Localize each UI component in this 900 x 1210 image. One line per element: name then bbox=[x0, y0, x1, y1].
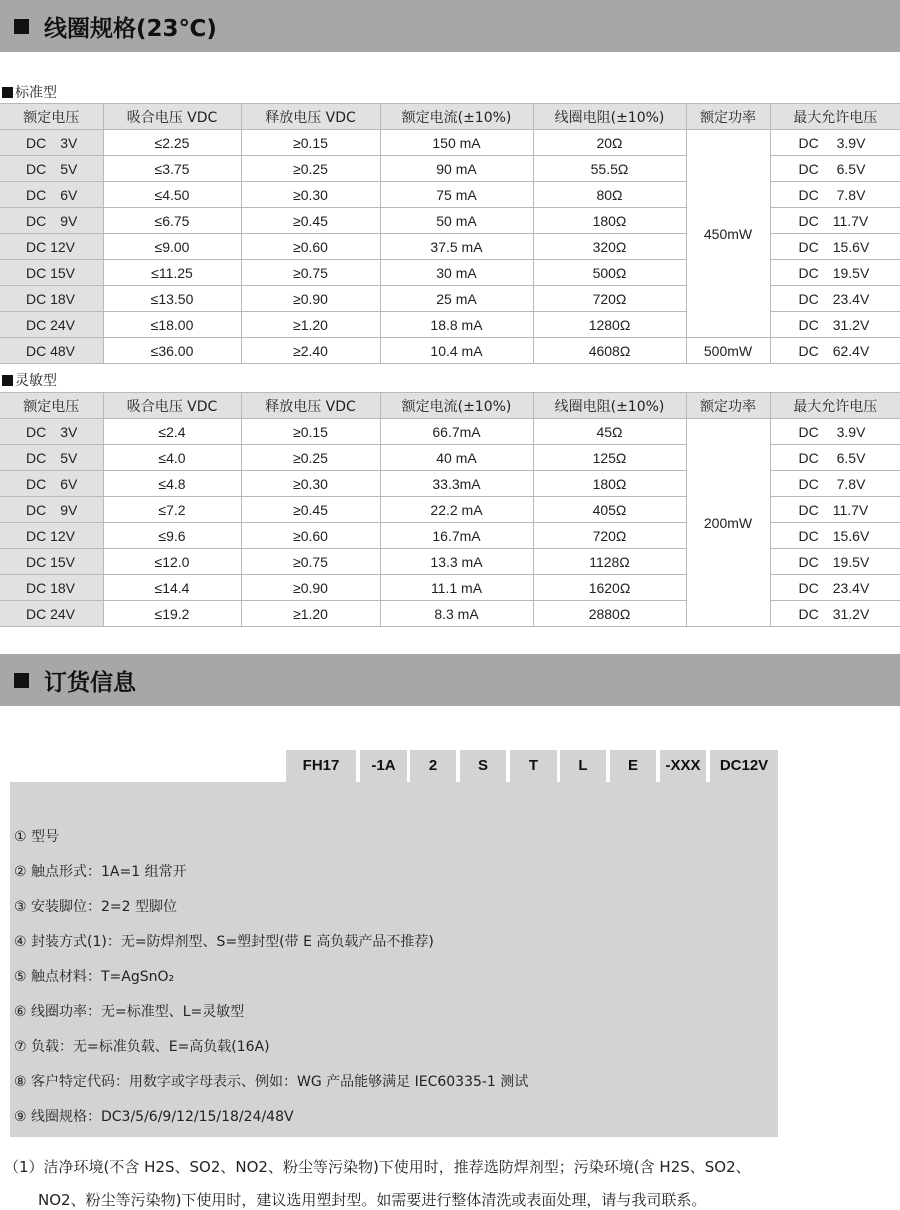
table-cell: ≥1.20 bbox=[241, 601, 380, 627]
standard-spec-table bbox=[0, 103, 900, 364]
table-cell: DC 23.4V bbox=[770, 286, 900, 312]
table-cell: DC 9V bbox=[0, 208, 103, 234]
table-cell: DC 9V bbox=[0, 497, 103, 523]
table-cell: DC 31.2V bbox=[770, 312, 900, 338]
table-cell: ≥0.15 bbox=[241, 419, 380, 445]
order-step-5: ⑤ 触点材料：T=AgSnO₂ bbox=[10, 782, 558, 996]
table-cell: DC 19.5V bbox=[770, 260, 900, 286]
order-step-6: ⑥ 线圈功率：无=标准型、L=灵敏型 bbox=[10, 782, 607, 1031]
table-cell: ≥0.30 bbox=[241, 182, 380, 208]
code-contact-material: T bbox=[510, 750, 557, 782]
table-cell: 125Ω bbox=[533, 445, 686, 471]
table-header-row bbox=[0, 104, 900, 130]
table-cell: 90 mA bbox=[380, 156, 533, 182]
table-cell: DC 15.6V bbox=[770, 523, 900, 549]
table-cell: DC 6V bbox=[0, 471, 103, 497]
table-cell: ≤2.25 bbox=[103, 130, 241, 156]
square-bullet-icon bbox=[2, 87, 13, 98]
table-cell: 320Ω bbox=[533, 234, 686, 260]
table-cell: 75 mA bbox=[380, 182, 533, 208]
column-header: 额定电流(±10%) bbox=[380, 393, 533, 419]
table-cell: DC 19.5V bbox=[770, 549, 900, 575]
table-cell: ≥0.45 bbox=[241, 497, 380, 523]
table-cell: ≥0.15 bbox=[241, 130, 380, 156]
table-cell: ≤9.6 bbox=[103, 523, 241, 549]
table-cell: ≤4.50 bbox=[103, 182, 241, 208]
table-cell: 720Ω bbox=[533, 286, 686, 312]
table-cell: ≥0.30 bbox=[241, 471, 380, 497]
table-cell: ≤18.00 bbox=[103, 312, 241, 338]
table-cell: 13.3 mA bbox=[380, 549, 533, 575]
table-cell: 45Ω bbox=[533, 419, 686, 445]
note-line-1: （1）洁净环境(不含 H2S、SO2、NO2、粉尘等污染物)下使用时，推荐选防焊剂型；污染环境(含 H2S、SO2、 bbox=[4, 1158, 751, 1176]
table-cell: 720Ω bbox=[533, 523, 686, 549]
sensitive-type-label: 灵敏型 bbox=[2, 370, 57, 390]
table-cell: 66.7mA bbox=[380, 419, 533, 445]
table-cell: 55.5Ω bbox=[533, 156, 686, 182]
table-cell: ≥1.20 bbox=[241, 312, 380, 338]
table-cell: 150 mA bbox=[380, 130, 533, 156]
code-coil-power: L bbox=[560, 750, 606, 782]
table-cell: DC 11.7V bbox=[770, 497, 900, 523]
column-header: 额定功率 bbox=[686, 393, 770, 419]
table-cell: ≤13.50 bbox=[103, 286, 241, 312]
table-cell: DC 24V bbox=[0, 601, 103, 627]
table-cell: DC 3V bbox=[0, 419, 103, 445]
column-header: 线圈电阻(±10%) bbox=[533, 393, 686, 419]
table-cell: DC 3.9V bbox=[770, 419, 900, 445]
table-cell: 11.1 mA bbox=[380, 575, 533, 601]
column-header: 额定电流(±10%) bbox=[380, 104, 533, 130]
column-header: 线圈电阻(±10%) bbox=[533, 104, 686, 130]
table-row bbox=[0, 419, 900, 445]
table-cell: 37.5 mA bbox=[380, 234, 533, 260]
table-cell: ≥0.75 bbox=[241, 260, 380, 286]
table-cell: 40 mA bbox=[380, 445, 533, 471]
table-cell: 22.2 mA bbox=[380, 497, 533, 523]
table-cell: DC 5V bbox=[0, 156, 103, 182]
table-cell: ≥0.60 bbox=[241, 234, 380, 260]
table-cell: 8.3 mA bbox=[380, 601, 533, 627]
table-cell: DC 11.7V bbox=[770, 208, 900, 234]
table-cell: ≤2.4 bbox=[103, 419, 241, 445]
table-cell: 16.7mA bbox=[380, 523, 533, 549]
table-cell: ≤4.8 bbox=[103, 471, 241, 497]
table-cell: DC 18V bbox=[0, 575, 103, 601]
standard-type-label: 标准型 bbox=[2, 82, 57, 102]
coil-spec-title: 线圈规格(23℃) bbox=[44, 16, 217, 42]
table-cell: 500Ω bbox=[533, 260, 686, 286]
table-cell: DC 3.9V bbox=[770, 130, 900, 156]
order-info-title: 订货信息 bbox=[44, 670, 136, 696]
table-cell: DC 24V bbox=[0, 312, 103, 338]
table-cell: ≥0.60 bbox=[241, 523, 380, 549]
square-bullet-icon bbox=[14, 673, 29, 688]
table-cell: ≤36.00 bbox=[103, 338, 241, 364]
table-cell: DC 7.8V bbox=[770, 182, 900, 208]
rated-power-cell: 200mW bbox=[686, 419, 770, 627]
table-cell: ≤9.00 bbox=[103, 234, 241, 260]
table-cell: ≤6.75 bbox=[103, 208, 241, 234]
order-step-4: ④ 封装方式(1)：无=防焊剂型、S=塑封型(带 E 高负载产品不推荐) bbox=[10, 782, 507, 961]
table-cell: 180Ω bbox=[533, 471, 686, 497]
table-cell: 80Ω bbox=[533, 182, 686, 208]
sensitive-spec-table bbox=[0, 392, 900, 627]
table-cell: DC 5V bbox=[0, 445, 103, 471]
table-cell: ≥0.90 bbox=[241, 286, 380, 312]
table-cell: ≤12.0 bbox=[103, 549, 241, 575]
table-cell: 2880Ω bbox=[533, 601, 686, 627]
rated-power-cell: 450mW bbox=[686, 130, 770, 338]
table-cell: 33.3mA bbox=[380, 471, 533, 497]
column-header: 吸合电压 VDC bbox=[103, 104, 241, 130]
order-step-2: ② 触点形式：1A=1 组常开 bbox=[10, 782, 407, 890]
table-cell: 1128Ω bbox=[533, 549, 686, 575]
table-cell: 30 mA bbox=[380, 260, 533, 286]
table-cell: 1280Ω bbox=[533, 312, 686, 338]
table-cell: ≤7.2 bbox=[103, 497, 241, 523]
code-model: FH17 bbox=[286, 750, 356, 782]
table-cell: 10.4 mA bbox=[380, 338, 533, 364]
table-cell: ≤19.2 bbox=[103, 601, 241, 627]
table-cell: DC 62.4V bbox=[770, 338, 900, 364]
coil-spec-header bbox=[0, 0, 900, 52]
column-header: 释放电压 VDC bbox=[241, 104, 380, 130]
code-package: S bbox=[460, 750, 506, 782]
order-step-8: ⑧ 客户特定代码：用数字或字母表示、例如：WG 产品能够满足 IEC60335-1 测试 bbox=[10, 782, 707, 1102]
table-cell: DC 48V bbox=[0, 338, 103, 364]
table-row bbox=[0, 338, 900, 364]
column-header: 最大允许电压 bbox=[770, 104, 900, 130]
table-cell: DC 18V bbox=[0, 286, 103, 312]
table-cell: 1620Ω bbox=[533, 575, 686, 601]
table-cell: 50 mA bbox=[380, 208, 533, 234]
table-cell: ≥0.25 bbox=[241, 156, 380, 182]
table-cell: DC 31.2V bbox=[770, 601, 900, 627]
code-load: E bbox=[610, 750, 656, 782]
order-step-1: ① 型号 bbox=[10, 782, 356, 855]
table-cell: ≤3.75 bbox=[103, 156, 241, 182]
order-step-9: ⑨ 线圈规格：DC3/5/6/9/12/15/18/24/48V bbox=[10, 782, 778, 1137]
table-header-row bbox=[0, 393, 900, 419]
code-pin-layout: 2 bbox=[410, 750, 456, 782]
table-cell: ≤11.25 bbox=[103, 260, 241, 286]
table-cell: DC 6.5V bbox=[770, 156, 900, 182]
column-header: 额定电压 bbox=[0, 393, 103, 419]
note-line-2: NO2、粉尘等污染物)下使用时，建议选用塑封型。如需要进行整体清洗或表面处理，请与我司联系。 bbox=[38, 1191, 707, 1209]
order-step-7: ⑦ 负载：无=标准负载、E=高负载(16A) bbox=[10, 782, 656, 1066]
table-cell: DC 15V bbox=[0, 260, 103, 286]
square-bullet-icon bbox=[14, 19, 29, 34]
table-cell: ≥0.25 bbox=[241, 445, 380, 471]
table-cell: ≥0.90 bbox=[241, 575, 380, 601]
table-cell: ≥0.45 bbox=[241, 208, 380, 234]
table-cell: 180Ω bbox=[533, 208, 686, 234]
table-cell: DC 15.6V bbox=[770, 234, 900, 260]
column-header: 释放电压 VDC bbox=[241, 393, 380, 419]
square-bullet-icon bbox=[2, 375, 13, 386]
table-cell: ≥2.40 bbox=[241, 338, 380, 364]
table-cell: 25 mA bbox=[380, 286, 533, 312]
table-cell: DC 23.4V bbox=[770, 575, 900, 601]
order-info-header bbox=[0, 654, 900, 706]
order-step-3: ③ 安装脚位：2=2 型脚位 bbox=[10, 782, 456, 925]
code-coil-voltage: DC12V bbox=[710, 750, 778, 782]
column-header: 额定功率 bbox=[686, 104, 770, 130]
table-cell: ≤14.4 bbox=[103, 575, 241, 601]
table-cell: DC 6V bbox=[0, 182, 103, 208]
code-customer: -XXX bbox=[660, 750, 706, 782]
table-cell: ≤4.0 bbox=[103, 445, 241, 471]
table-cell: DC 7.8V bbox=[770, 471, 900, 497]
table-row bbox=[0, 130, 900, 156]
table-cell: DC 6.5V bbox=[770, 445, 900, 471]
table-cell: 405Ω bbox=[533, 497, 686, 523]
table-cell: 18.8 mA bbox=[380, 312, 533, 338]
column-header: 吸合电压 VDC bbox=[103, 393, 241, 419]
table-cell: 20Ω bbox=[533, 130, 686, 156]
column-header: 额定电压 bbox=[0, 104, 103, 130]
table-cell: DC 12V bbox=[0, 523, 103, 549]
table-cell: DC 12V bbox=[0, 234, 103, 260]
table-cell: DC 3V bbox=[0, 130, 103, 156]
column-header: 最大允许电压 bbox=[770, 393, 900, 419]
table-cell: 4608Ω bbox=[533, 338, 686, 364]
rated-power-cell: 500mW bbox=[686, 338, 770, 364]
code-contact-form: -1A bbox=[360, 750, 407, 782]
table-cell: ≥0.75 bbox=[241, 549, 380, 575]
table-cell: DC 15V bbox=[0, 549, 103, 575]
